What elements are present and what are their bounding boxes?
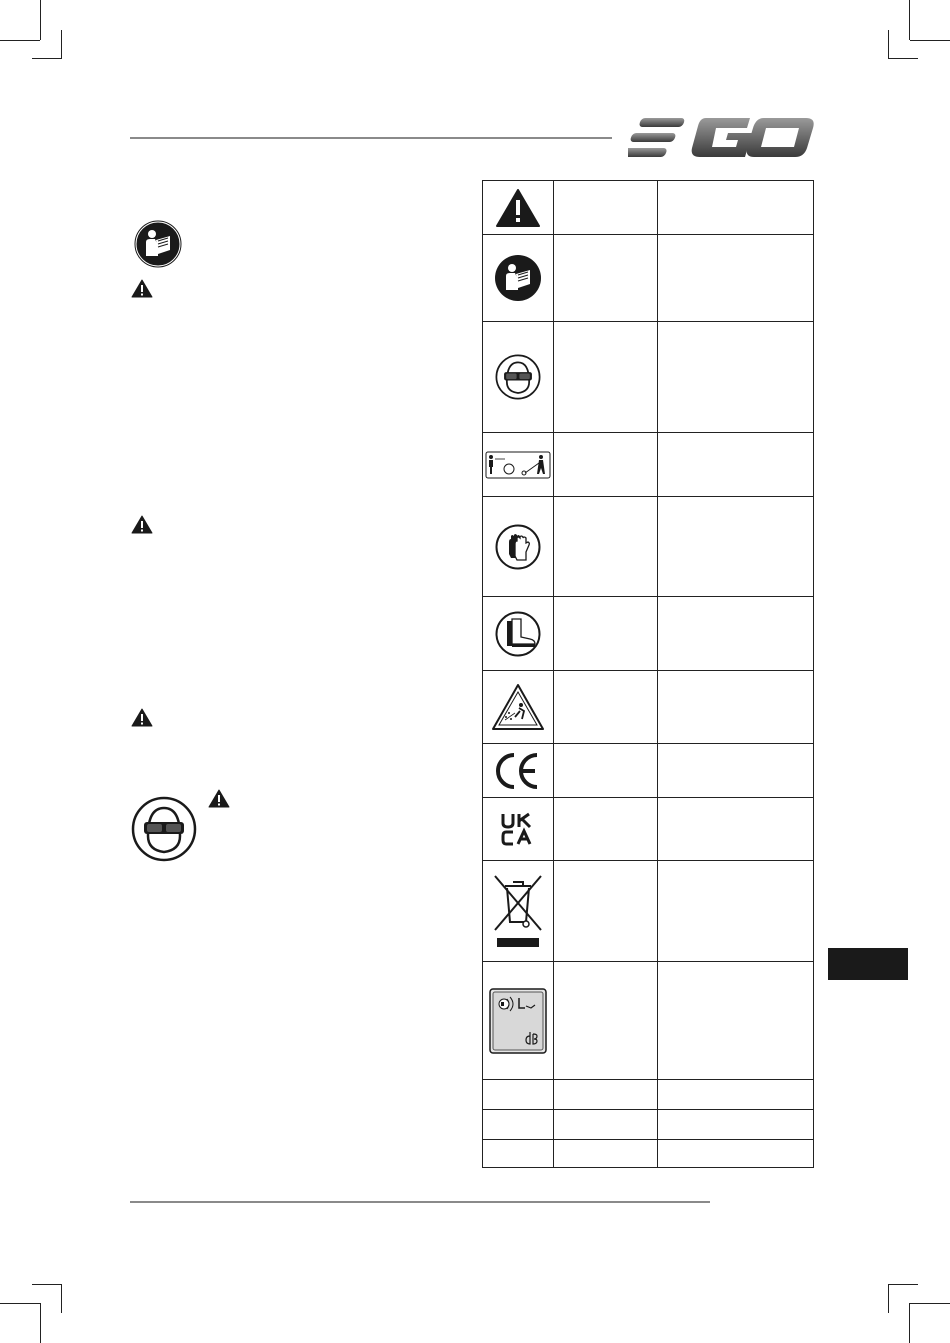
table-cell-description [658, 597, 814, 671]
ce-mark-icon [493, 751, 543, 791]
table-cell-icon [483, 1110, 554, 1140]
table-cell-symbol [554, 1080, 658, 1110]
footer-rule [130, 1201, 710, 1203]
table-cell-symbol [554, 597, 658, 671]
warning-triangle-icon [131, 515, 153, 534]
table-cell-icon [483, 1140, 554, 1168]
table-cell-symbol [554, 962, 658, 1080]
table-cell-symbol [554, 322, 658, 433]
warning-triangle-icon [131, 708, 153, 727]
table-cell-description [658, 497, 814, 597]
table-cell-description [658, 1080, 814, 1110]
table-cell-symbol [554, 861, 658, 962]
crop-mark [32, 1284, 62, 1285]
table-cell-symbol [554, 1110, 658, 1140]
crop-mark [909, 1303, 910, 1343]
language-tab [828, 948, 908, 980]
crop-mark [40, 1303, 41, 1343]
crop-mark [888, 58, 918, 59]
table-row [483, 1110, 814, 1140]
table-row [483, 597, 814, 671]
table-row [483, 798, 814, 861]
sound-power-icon [489, 988, 547, 1054]
table-cell-symbol [554, 744, 658, 798]
table-row [483, 1140, 814, 1168]
table-cell-symbol [554, 1140, 658, 1168]
warning-triangle-icon [208, 789, 230, 808]
crop-mark [910, 1303, 950, 1304]
table-cell-icon [483, 322, 554, 433]
table-cell-description [658, 1140, 814, 1168]
table-row [483, 322, 814, 433]
crop-mark [40, 0, 41, 40]
table-cell-icon [483, 1080, 554, 1110]
table-cell-icon [483, 235, 554, 322]
table-row [483, 861, 814, 962]
weee-bin-icon [491, 872, 545, 950]
table-row [483, 962, 814, 1080]
table-row [483, 181, 814, 235]
table-row [483, 497, 814, 597]
table-cell-symbol [554, 181, 658, 235]
thrown-objects-icon [491, 683, 545, 731]
table-cell-description [658, 671, 814, 744]
gloves-icon [495, 524, 541, 570]
table-cell-description [658, 962, 814, 1080]
safety-goggles-icon [495, 354, 541, 400]
table-cell-description [658, 744, 814, 798]
crop-mark [61, 1284, 62, 1313]
crop-mark [910, 40, 950, 41]
warning-triangle-icon [131, 279, 153, 298]
crop-mark [61, 30, 62, 59]
table-row [483, 235, 814, 322]
table-cell-icon [483, 671, 554, 744]
table-cell-description [658, 861, 814, 962]
crop-mark [0, 1303, 40, 1304]
table-cell-symbol [554, 798, 658, 861]
crop-mark [909, 0, 910, 40]
table-cell-icon [483, 597, 554, 671]
table-cell-description [658, 235, 814, 322]
table-cell-icon [483, 962, 554, 1080]
ukca-mark-icon [500, 811, 536, 847]
table-cell-description [658, 798, 814, 861]
table-cell-icon [483, 497, 554, 597]
crop-mark [888, 30, 889, 59]
table-cell-description [658, 433, 814, 497]
table-row [483, 433, 814, 497]
warning-triangle-icon [495, 188, 541, 228]
table-cell-description [658, 322, 814, 433]
table-cell-icon [483, 798, 554, 861]
symbol-table [482, 180, 814, 1168]
crop-mark [888, 1284, 918, 1285]
table-cell-symbol [554, 235, 658, 322]
table-cell-icon [483, 181, 554, 235]
crop-mark [888, 1284, 889, 1313]
table-cell-symbol [554, 671, 658, 744]
table-cell-description [658, 1110, 814, 1140]
read-manual-icon [494, 254, 542, 302]
ego-logo [628, 116, 814, 160]
table-cell-description [658, 181, 814, 235]
table-cell-icon [483, 744, 554, 798]
boots-icon [495, 611, 541, 657]
table-cell-icon [483, 433, 554, 497]
crop-mark [0, 40, 40, 41]
safety-goggles-icon [131, 796, 197, 862]
table-cell-symbol [554, 497, 658, 597]
read-manual-icon [134, 220, 182, 268]
table-cell-icon [483, 861, 554, 962]
table-row [483, 1080, 814, 1110]
table-row [483, 671, 814, 744]
keep-bystanders-away-icon [485, 451, 551, 479]
table-cell-symbol [554, 433, 658, 497]
header-rule [130, 137, 612, 139]
table-row [483, 744, 814, 798]
crop-mark [32, 58, 62, 59]
